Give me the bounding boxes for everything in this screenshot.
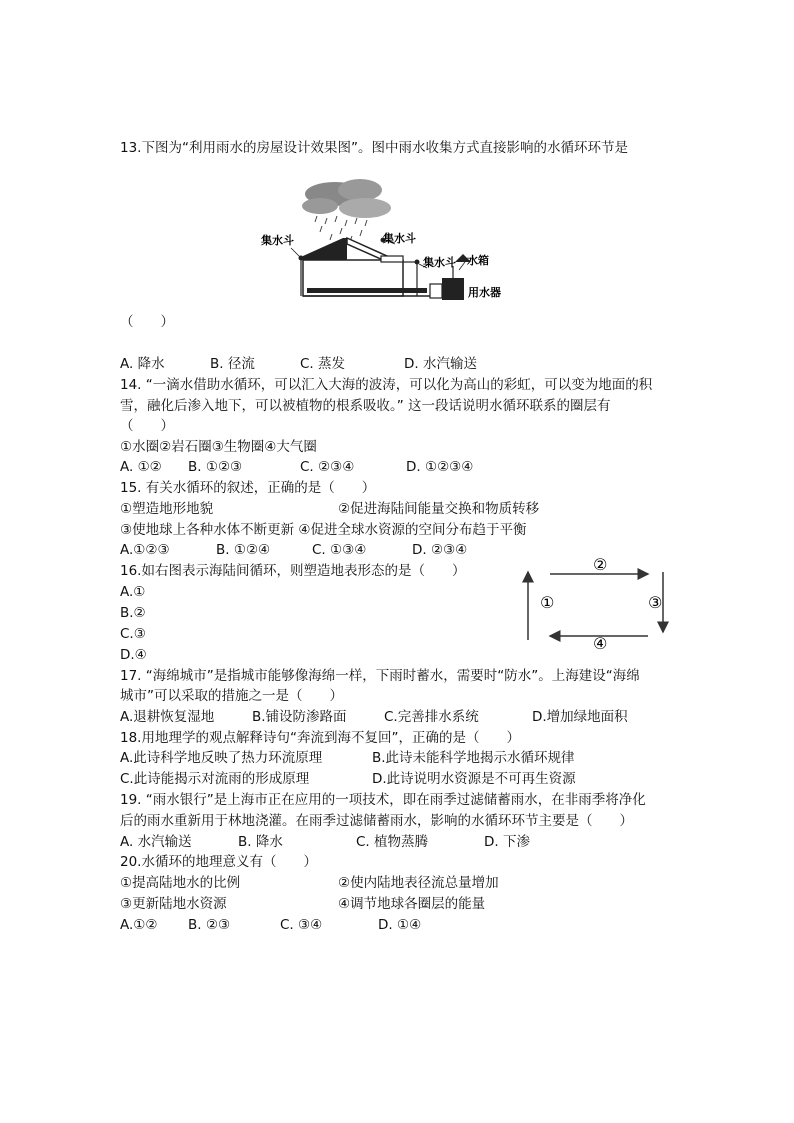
q16-option-c[interactable]: C.③ (120, 626, 146, 642)
q20-option-b[interactable]: B. ②③ (188, 917, 231, 933)
q14-option-c[interactable]: C. ②③④ (300, 459, 355, 475)
q17-stem-line2: 城市”可以采取的措施之一是（ ） (120, 688, 343, 704)
q20-statement-4: ④调节地球各圈层的能量 (338, 896, 486, 912)
house-icon (299, 238, 431, 297)
q18-stem: 18.用地理学的观点解释诗句“奔流到海不复回”，正确的是（ ） (120, 730, 520, 746)
q15-statement-2: ②促进海陆间能量交换和物质转移 (338, 501, 540, 517)
label-appliance: 用水器 (468, 286, 501, 299)
diagram-label-4: ④ (593, 634, 608, 650)
rain-icon (315, 216, 367, 242)
q20-option-d[interactable]: D. ①④ (378, 917, 422, 933)
q19-stem-line1: 19. “雨水银行”是上海市正在应用的一项技术，即在雨季过滤储蓄雨水，在非雨季将净化 (120, 792, 646, 808)
q16-option-b[interactable]: B.② (120, 605, 146, 621)
q14-option-d[interactable]: D. ①②③④ (406, 459, 474, 475)
q15-option-c[interactable]: C. ①③④ (312, 542, 367, 558)
q13-option-d[interactable]: D. 水汽输送 (404, 356, 477, 372)
q16-stem: 16.如右图表示海陆间循环，则塑造地表形态的是（ ） (120, 563, 466, 579)
q13-blank: （ ） (120, 314, 174, 330)
q17-options (120, 707, 628, 727)
q18-option-a[interactable]: A.此诗科学地反映了热力环流原理 (120, 750, 323, 766)
q15-statement-3-4: ③使地球上各种水体不断更新 ④促进全球水资源的空间分布趋于平衡 (120, 522, 527, 538)
q13-options (120, 354, 477, 374)
q20-statement-3: ③更新陆地水资源 (120, 896, 227, 912)
q18-option-d[interactable]: D.此诗说明水资源是不可再生资源 (372, 771, 576, 787)
cloud-icon (302, 179, 391, 218)
q14-stem-line2: 雪，融化后渗入地下，可以被植物的根系吸收。” 这一段话说明水循环联系的圈层有 (120, 398, 611, 414)
q15-option-b[interactable]: B. ①②④ (216, 542, 271, 558)
q14-option-b[interactable]: B. ①②③ (188, 459, 243, 475)
q20-statement-1: ①提高陆地水的比例 (120, 875, 241, 891)
label-left-hopper: 集水斗 (261, 234, 294, 247)
q15-option-d[interactable]: D. ②③④ (412, 542, 468, 558)
q17-option-a[interactable]: A.退耕恢复湿地 (120, 709, 215, 725)
q18-option-c[interactable]: C.此诗能揭示对流雨的形成原理 (120, 771, 310, 787)
q14-stem-line1: 14. “一滴水借助水循环，可以汇入大海的波涛，可以化为高山的彩虹，可以变为地面的积 (120, 377, 653, 393)
q13-option-a[interactable]: A. 降水 (120, 356, 165, 372)
q20-stem: 20.水循环的地理意义有（ ） (120, 854, 317, 870)
q16-option-a[interactable]: A.① (120, 584, 146, 600)
q19-option-a[interactable]: A. 水汽输送 (120, 834, 192, 850)
q20-options (120, 915, 421, 935)
q19-stem-line2: 后的雨水重新用于林地浇灌。在雨季过滤储蓄雨水，影响的水循环环节主要是（ ） (120, 813, 633, 829)
q17-option-d[interactable]: D.增加绿地面积 (532, 709, 628, 725)
diagram-label-2: ② (593, 555, 608, 574)
q20-statement-2: ②使内陆地表径流总量增加 (338, 875, 499, 891)
label-tank: 水箱 (467, 254, 489, 267)
q17-stem-line1: 17. “海绵城市”是指城市能够像海绵一样，下雨时蓄水，需要时“防水”。上海建设“海绵 (120, 668, 640, 684)
q15-option-a[interactable]: A.①②③ (120, 542, 170, 558)
q16-option-d[interactable]: D.④ (120, 647, 147, 663)
label-right-hopper: 集水斗 (383, 232, 416, 245)
q18-option-b[interactable]: B.此诗未能科学地揭示水循环规律 (372, 750, 575, 766)
sea-land-cycle-diagram (518, 550, 678, 650)
diagram-label-3: ③ (648, 593, 663, 612)
q14-option-a[interactable]: A. ①② (120, 459, 162, 475)
label-lower-hopper: 集水斗 (423, 256, 456, 269)
rain-house-diagram (255, 178, 515, 308)
q13-stem: 13.下图为“利用雨水的房屋设计效果图”。图中雨水收集方式直接影响的水循环环节是 (120, 140, 628, 156)
q20-option-c[interactable]: C. ③④ (280, 917, 323, 933)
q17-option-b[interactable]: B.铺设防渗路面 (252, 709, 347, 725)
q15-stem: 15. 有关水循环的叙述，正确的是（ ） (120, 480, 376, 496)
q15-options (120, 540, 467, 560)
q19-options (120, 832, 530, 852)
diagram-label-1: ① (540, 593, 555, 612)
q14-statements: ①水圈②岩石圈③生物圈④大气圈 (120, 439, 317, 455)
q17-option-c[interactable]: C.完善排水系统 (384, 709, 479, 725)
q20-option-a[interactable]: A.①② (120, 917, 158, 933)
q19-option-b[interactable]: B. 降水 (238, 834, 283, 850)
q14-options (120, 457, 473, 477)
q19-option-d[interactable]: D. 下渗 (484, 834, 530, 850)
q14-blank: （ ） (120, 418, 174, 434)
q13-option-c[interactable]: C. 蒸发 (300, 356, 346, 372)
q19-option-c[interactable]: C. 植物蒸腾 (356, 834, 429, 850)
q13-option-b[interactable]: B. 径流 (210, 356, 255, 372)
q15-statement-1: ①塑造地形地貌 (120, 501, 214, 517)
